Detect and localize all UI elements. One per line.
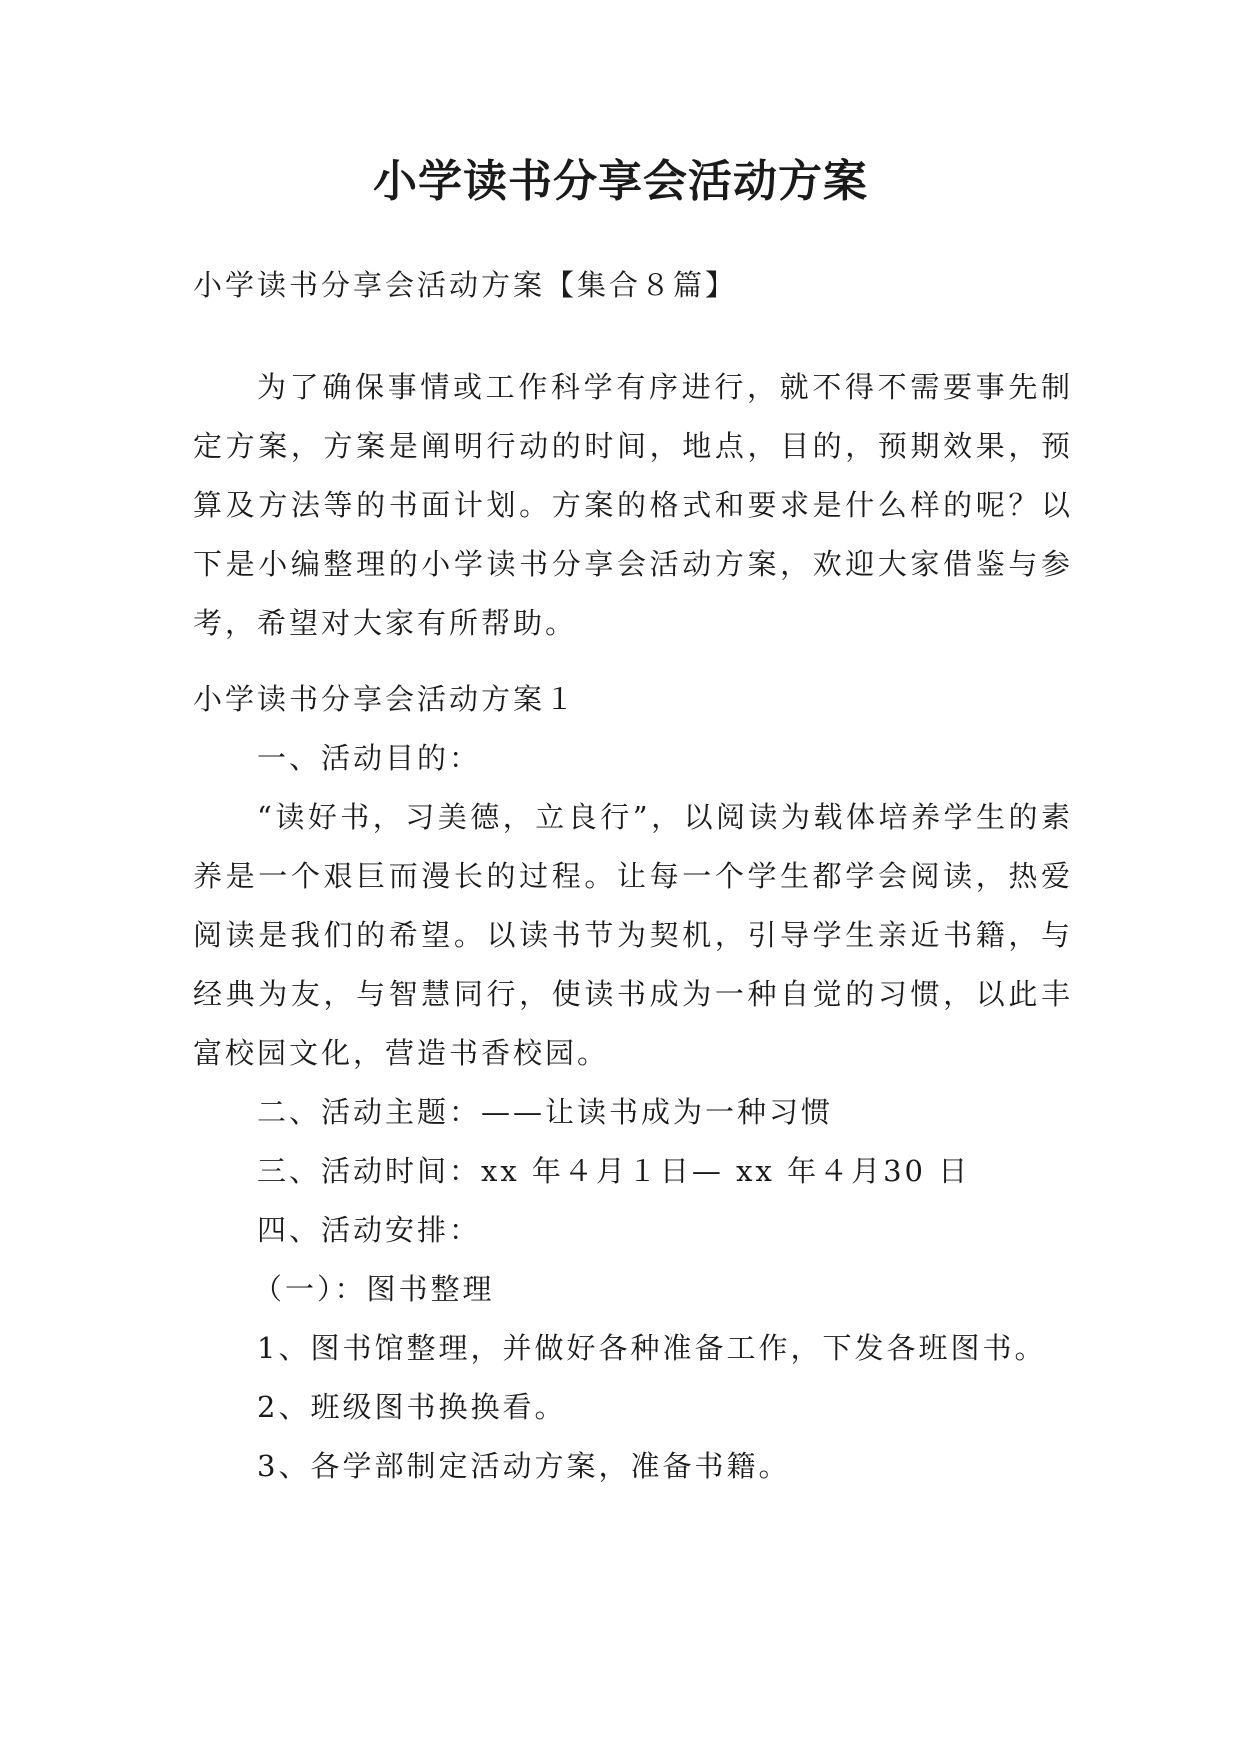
purpose-heading: 一、活动目的： — [257, 741, 482, 775]
list-item: 1、图书馆整理，并做好各种准备工作，下发各班图书。 — [257, 1331, 1047, 1365]
section-heading: 小学读书分享会活动方案１ — [193, 682, 578, 716]
document-title: 小学读书分享会活动方案 — [373, 156, 868, 207]
purpose-paragraph: “读好书，习美德，立良行”，以阅读为载体培养学生的素养是一个艰巨而漫长的过程。让每一个学生都学会阅读，热爱阅读是我们的希望。以读书节为契机，引导学生亲近书籍，与经典为友，与智慧同行，使读书成为一种自觉的习惯，以此丰富校园文化，营造书香校园。 — [193, 800, 1073, 1070]
time-line: 三、活动时间：xx 年４月１日— xx 年４月30 日 — [257, 1154, 971, 1188]
arrangement-heading: 四、活动安排： — [257, 1213, 482, 1247]
subtitle-text: 小学读书分享会活动方案【集合８篇】 — [193, 268, 738, 302]
intro-text: 为了确保事情或工作科学有序进行，就不得不需要事先制定方案，方案是阐明行动的时间，地点，目的，预期效果，预算及方法等的书面计划。方案的格式和要求是什么样的呢？以下是小编整理的小学读书分享会活动方案，欢迎大家借鉴与参考，希望对大家有所帮助。 — [193, 370, 1073, 640]
section-1 — [193, 670, 1073, 1496]
document-subtitle — [193, 256, 1073, 315]
subsection-heading: （一）：图书整理 — [253, 1272, 495, 1306]
intro-paragraph — [193, 358, 1073, 653]
list-item: 2、班级图书换换看。 — [257, 1390, 567, 1424]
list-item: 3、各学部制定活动方案，准备书籍。 — [257, 1449, 791, 1483]
theme-line: 二、活动主题：——让读书成为一种习惯 — [257, 1095, 834, 1129]
